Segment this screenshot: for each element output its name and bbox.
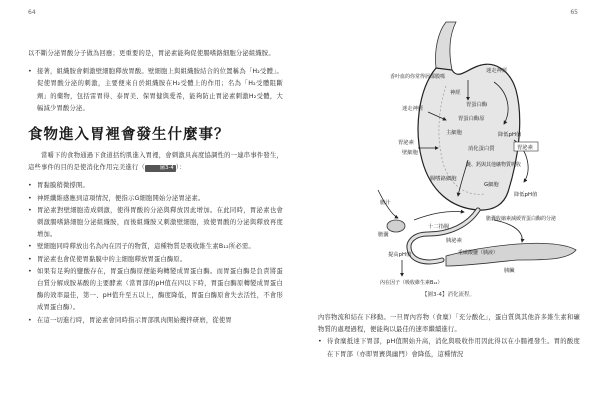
page-number-left: 64 <box>28 9 36 16</box>
label-gallbladder: 膽囊 <box>378 232 389 238</box>
label-parietal-cell: 壁細胞 <box>402 150 418 156</box>
label-pepsin: 胃蛋白酶 <box>466 102 488 108</box>
label-pancreas: 胰臟 <box>504 268 515 274</box>
digestion-diagram <box>318 20 588 292</box>
label-stomach-ph: 降低pH值 <box>514 192 538 198</box>
list-item: • 胃泌素也會促使胃黏膜中的主細胞釋放胃蛋白酶原。 <box>28 254 283 266</box>
label-digestion: 鏈、鈣與其他礦物質吸收 <box>466 162 522 168</box>
body-text-after: ）： <box>175 164 186 172</box>
label-b12: 內在因子（吸收維生素B₁₂） <box>380 280 443 286</box>
label-cck: 膽囊收縮素減緩胃蛋白酶的分泌 <box>486 216 557 222</box>
label-bicarbonate: 重碳酸鹽（胰液） <box>458 250 499 256</box>
label-g-cell: G細胞 <box>484 182 499 188</box>
esophagus-shape <box>435 22 456 70</box>
label-ecl: 腸嗜鉻細胞 <box>430 176 457 182</box>
label-gastrin-left: 胃泌素 <box>398 140 414 146</box>
label-nerves: 神經 <box>450 90 461 96</box>
label-duodenum: 十二指腸 <box>428 224 450 230</box>
right-paragraph: 內容物流和結在下移動。一旦胃內容物（食糜）「充分酸化」，蛋白質與其他許多維生素和礦物質的處理過程，便能夠以最佳的速率繼續進行。 <box>318 314 580 334</box>
figure-caption: 【圖3-4】消化流程。 <box>422 292 475 298</box>
label-vagus-left: 迷走神經 <box>402 106 424 112</box>
intro-paragraph: 以不斷分泌胃酸分子做為回應；更重要的是，胃泌素能夠促使腸嗜鉻細胞分泌組織胺。 <box>28 50 275 57</box>
digestion-diagram-svg <box>318 20 588 292</box>
list-item: • 胃泌素對壁細胞造成刺激，使得胃酸的分泌與釋放因此增加。在此同時，胃泌素也會刺激腸嗜鉻細胞分泌組織胺，而後組織胺又刺激壁細胞，致使胃酸的分泌與釋放再度增加。 <box>28 205 283 242</box>
label-intrinsic-top: 香叶血的你常得屑都膜嗎 <box>390 74 446 80</box>
label-ph-raise: 提高pH值 <box>388 252 412 258</box>
list-item: • 如果有足夠的鹽酸存在，胃蛋白酶原便能夠轉變成胃蛋白酶。而胃蛋白酶是負責將蛋白質分解成胺基酸的主要酵素（當胃部的pH值在四以下時，胃蛋白酶原轉變成胃蛋白酶的效率最佳，第一、pH值升至五以上，酶度降低，胃蛋白酶原會失去活性，不會形成胃蛋白酶）。 <box>28 266 283 315</box>
label-vagus: 迷走神經 <box>486 68 508 74</box>
label-chief-cell: 主細胞 <box>446 130 462 136</box>
intro-bullet: • 接著，組織胺會刺激壁細胞釋放胃酸。壁細胞上與組織胺結合的位置稱為「H₂受體」。促使胃酸分泌的刺激，主要便來自於組織胺在H₂受體上的作用；名為「H₂受體阻斷劑」的藥物，包括雷胃得、泰胃美、保胃健與愛希，能夠防止胃泌素刺激H₂受體，大幅減少胃酸分泌。 <box>28 66 283 115</box>
label-bile: 膽汁 <box>380 200 391 206</box>
label-gastrin-box: 胃泌素 <box>517 145 533 151</box>
label-ph-drop: 降低pH值 <box>498 132 522 138</box>
list-item: • 在這一切進行時，胃泌素會同時指示胃部肌肉開始攪拌研磨，從使胃 <box>28 315 283 327</box>
section-heading: 食物進入胃裡會發生什麼事？ <box>28 126 230 144</box>
left-page <box>28 48 283 327</box>
list-item: • 神經纖維感應到這項情況，便指示G細胞開始分泌胃泌素。 <box>28 193 283 205</box>
label-hcl: 消化蛋白質 <box>468 146 495 152</box>
gallbladder-shape <box>387 220 405 232</box>
body-paragraph <box>28 150 283 174</box>
right-bullet: • 待食糜抵達下胃部，pH值開始升高，消化與吸收作用因此得以在小腸裡發生。胃的酸度在下胃部（亦即胃竇與幽門）會降低，這種情況 <box>318 336 580 360</box>
page-number-right: 65 <box>570 9 578 16</box>
figure-reference-tag: 圖3-4 <box>145 165 176 172</box>
list-item: • 壁細胞同時釋放出名為內在因子的物質，這種物質是吸收維生素B₁₂所必需。 <box>28 241 283 253</box>
right-page-text <box>318 312 580 361</box>
label-pepsinogen: 胃蛋白酶原 <box>458 116 485 122</box>
label-secretin: 胰泌素 <box>446 238 462 244</box>
body-text-before: 當嚼下的食物通過下食道括約肌進入胃裡，會刺激具高度協調性的一連串事件發生，這些事件的目的是使消化作用完美進行（ <box>28 152 283 172</box>
list-item: • 胃黏膜稍微撐開。 <box>28 180 283 192</box>
